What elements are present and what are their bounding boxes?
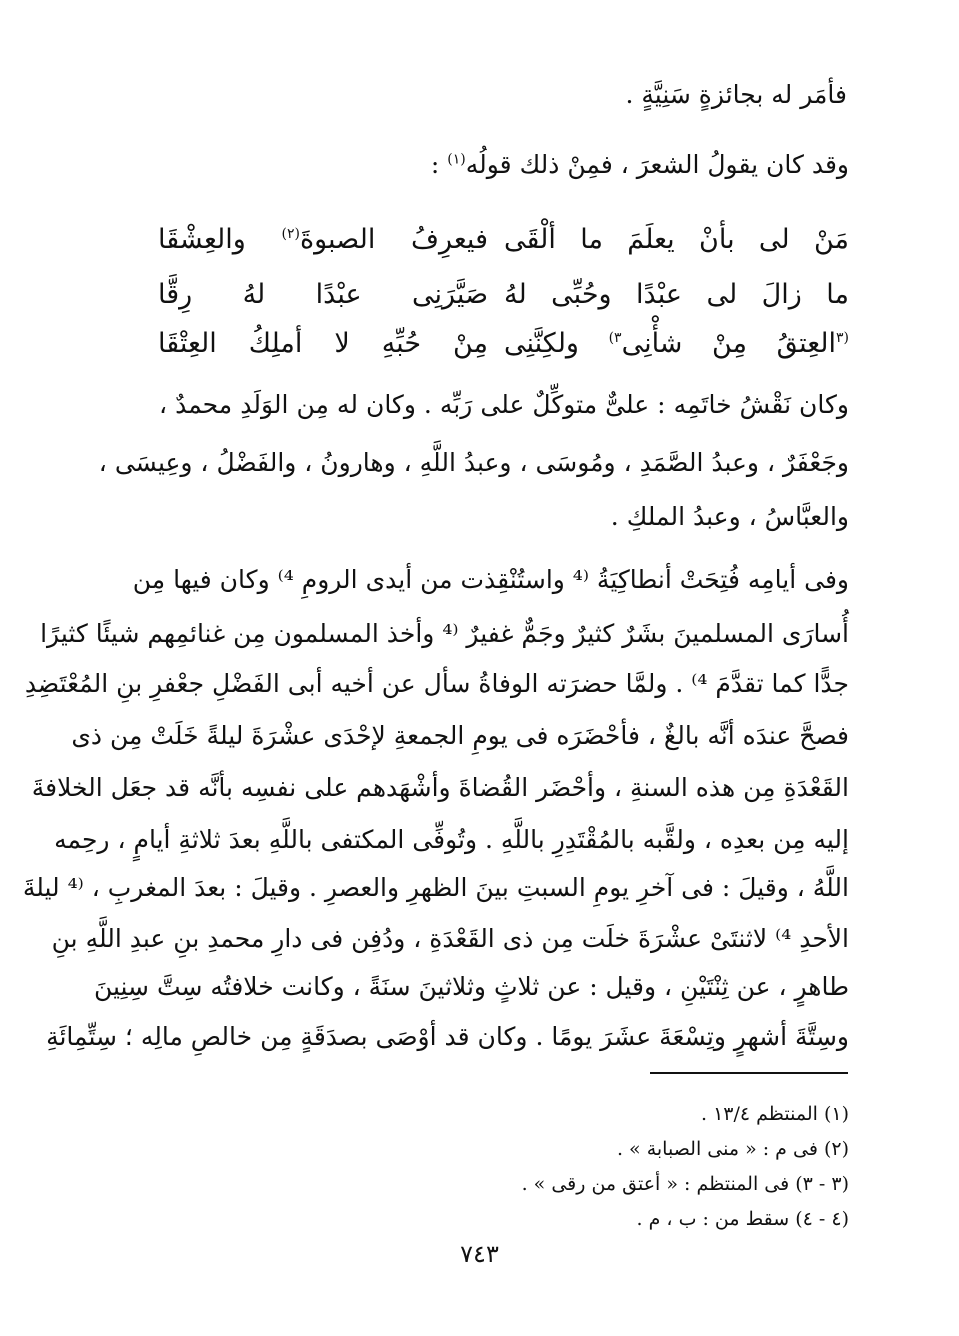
text-line: فصحَّ عندَه أنَّه بالغٌ ، فأحْضَرَه فى يومِ الجمعةِ لإحْدَى عشْرَةَ ليلةً خَلَتْ مِن ذى <box>71 721 849 750</box>
text-line: وفى أيامِه فُتِحَتْ أنطاكِيَةُ ⁽⁴ واستُنْقِذت من أيدى الرومِ ⁴⁾ وكان فيها مِن <box>132 565 849 594</box>
text-line <box>431 148 849 182</box>
verse-3-first-hemistich <box>504 326 849 362</box>
footnote-divider <box>650 1072 848 1074</box>
footnote-marker: (١) <box>447 151 466 168</box>
footnote: (٢) فى م : « منى الصبابة » . <box>616 1138 849 1160</box>
text-line: اللَّهُ ، وقيلَ : فى آخرِ يومِ السبتِ بينَ الظهرِ والعصرِ . وقيلَ : بعدَ المغربِ ، ⁽⁴ ليلةَ <box>22 873 849 902</box>
text-line: فأمَر له بجائزةٍ سَنِيَّةٍ . <box>625 80 847 109</box>
footnote: (٣ - ٣) فى المنتظم : « أعتق من رقى » . <box>521 1173 849 1195</box>
text-line-tail: : <box>430 150 448 179</box>
footnote: (١) المنتظم ١٣/٤ . <box>700 1103 849 1125</box>
footnote-marker: (٣ <box>836 330 850 346</box>
verse-2-second-hemistich: صَيَّرَنِى عبْدًا لهُ رِقَّا <box>158 279 488 310</box>
text-line: وسِتَّةَ أشهرٍ وتِسْعَةَ عشَرَ يومًا . وكان قد أوْصَى بصدَقَةٍ مِن خالصِ مالِه ؛ سِتِّمِائَةِ <box>46 1022 849 1051</box>
verse-1-second-hemistich <box>158 222 488 258</box>
text-line-body: وقد كان يقولُ الشعرَ ، فمِنْ ذلك قولُه <box>465 150 849 179</box>
page-number: ٧٤٣ <box>460 1240 499 1268</box>
verse-1-first-hemistich: مَنْ لى بأنْ يعلَمَ ما ألْقَى <box>504 224 849 255</box>
footnote-marker: ٣) <box>608 330 622 346</box>
text-line: جدًّا كما تقدَّمَ ⁴⁾ . ولمَّا حضرَته الوفاةُ سأل عن أخيه أبى الفَضْلِ جعْفرِ بنِ المُعْتَضِدِ <box>24 669 849 698</box>
text-line: إليه مِن بعدِه ، ولقَّبه بالمُقْتَدِرِ باللَّهِ . وتُوفِّى المكتفى باللَّهِ بعدَ ثلاثةِ أيامٍ ، رحِمه <box>54 825 849 854</box>
verse-2-first-hemistich: ما زالَ لى عبْدًا وحُبِّى لهُ <box>504 279 849 310</box>
text-line: وجَعْفَرٌ ، وعبدُ الصَّمَدِ ، ومُوسَى ، وعبدُ اللَّهِ ، وهارونُ ، والفَضْلُ ، وعِيسَى ، <box>98 448 849 477</box>
text-line: وكان نَقْشُ خاتَمِه : علىٌّ متوكِّلٌ على رَبِّه . وكان له مِن الوَلَدِ محمدٌ ، <box>159 390 849 419</box>
footnote: (٤ - ٤) سقط من : ب ، م . <box>636 1208 849 1230</box>
footnote-marker: (٢) <box>281 226 300 242</box>
text-line: القَعْدَةِ مِن هذه السنةِ ، وأحْضَر القُضاةَ وأشْهَدهم على نفسِه بأنَّه قد جعَل الخلافةَ <box>31 773 849 802</box>
hemistich-text: فيعرِفُ الصبوةَ <box>299 224 488 255</box>
hemistich-text: العِتقُ مِنْ شأْنِى <box>621 328 837 359</box>
text-line: طاهرٍ ، عن ثِنْتَيْنِ ، وقيل : عن ثلاثٍ وثلاثينَ سنَةً ، وكانت خلافتُه سِتَّ سِنِينَ <box>93 972 849 1001</box>
hemistich-text: ولكِنَّنِى <box>504 328 609 359</box>
text-line: أُسارَى المسلمينَ بشَرٌ كثيرٌ وجَمٌّ غفيرٌ ⁽⁴ وأخذ المسلمون مِن غنائمِهم شيئًا كثيرًا <box>40 619 849 648</box>
text-line: والعبَّاسُ ، وعبدُ الملكِ . <box>610 502 849 531</box>
hemistich-text: والعِشْقَا <box>158 224 282 255</box>
verse-3-second-hemistich: مِنْ حُبِّهِ لا أملِكُ العِتْقَا <box>158 328 488 359</box>
text-line: الأحدِ ⁴⁾ لاثنتَىْ عشْرَةَ خلَت مِن ذى القَعْدَةِ ، ودُفِن فى دارِ محمدِ بنِ عبدِ اللَّهِ بنِ <box>51 924 849 953</box>
